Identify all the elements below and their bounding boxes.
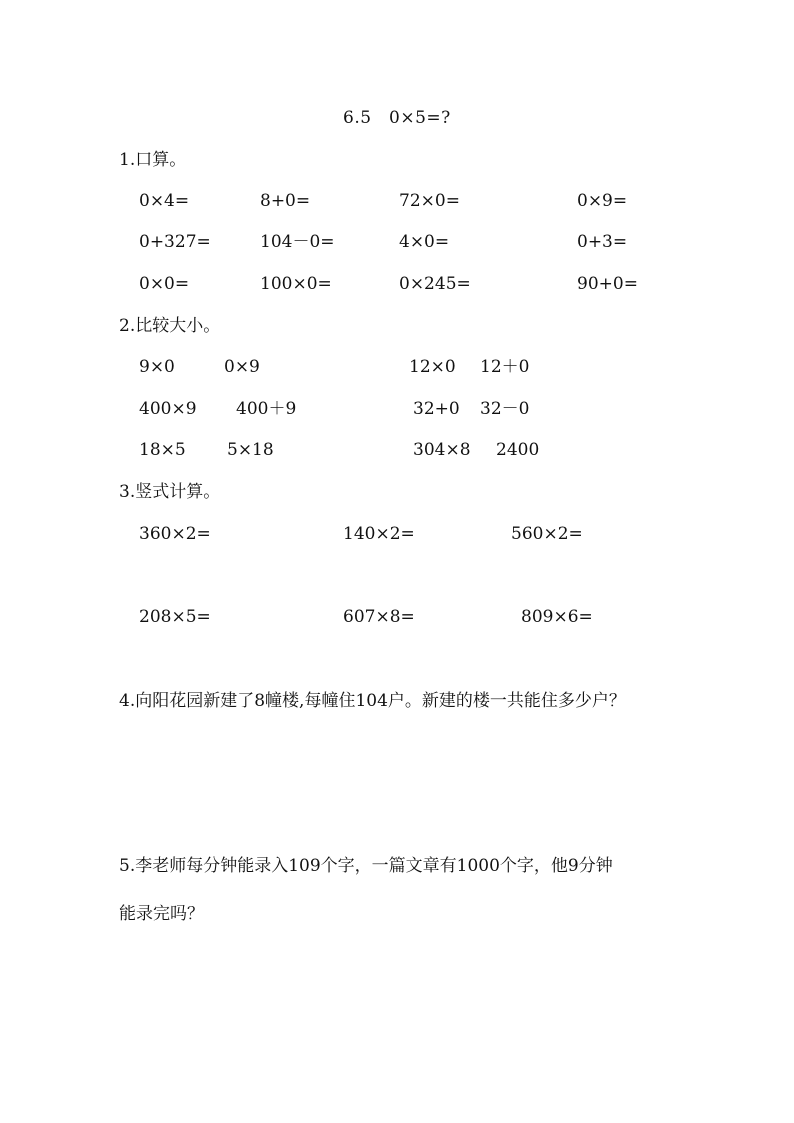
question-5-line-1: 5.李老师每分钟能录入109个字，一篇文章有1000个字，他9分钟 <box>119 856 613 876</box>
question-2-heading: 2.比较大小。 <box>119 316 221 336</box>
q1-item: 8+0= <box>260 191 311 211</box>
q1-item: 104－0= <box>260 232 335 252</box>
q3-item: 208×5= <box>139 607 211 627</box>
q1-item: 0×0= <box>139 274 190 294</box>
q2-right-a: 304×8 <box>413 440 471 460</box>
q1-item: 0+327= <box>139 232 211 252</box>
q2-left-a: 400×9 <box>139 399 197 419</box>
q2-left-b: 400＋9 <box>236 399 297 419</box>
q2-right-a: 32+0 <box>413 399 460 419</box>
question-4-text: 4.向阳花园新建了8幢楼,每幢住104户。新建的楼一共能住多少户？ <box>119 691 626 711</box>
q2-left-a: 9×0 <box>139 357 175 377</box>
q3-item: 140×2= <box>343 524 415 544</box>
q3-item: 607×8= <box>343 607 415 627</box>
q2-left-b: 5×18 <box>227 440 274 460</box>
question-5-line-2: 能录完吗？ <box>119 904 204 924</box>
q3-item: 809×6= <box>521 607 593 627</box>
q1-item: 4×0= <box>399 232 450 252</box>
page-title: 6.5 0×5=? <box>343 108 451 128</box>
q2-left-a: 18×5 <box>139 440 186 460</box>
q2-right-b: 12＋0 <box>480 357 530 377</box>
q1-item: 0×9= <box>577 191 628 211</box>
q3-item: 560×2= <box>511 524 583 544</box>
q1-item: 0+3= <box>577 232 628 252</box>
q1-item: 72×0= <box>399 191 460 211</box>
q2-right-a: 12×0 <box>409 357 456 377</box>
q2-left-b: 0×9 <box>224 357 260 377</box>
question-1-heading: 1.口算。 <box>119 150 187 170</box>
q1-item: 90+0= <box>577 274 638 294</box>
q1-item: 0×4= <box>139 191 190 211</box>
q3-item: 360×2= <box>139 524 211 544</box>
q2-right-b: 2400 <box>496 440 540 460</box>
q1-item: 100×0= <box>260 274 332 294</box>
question-3-heading: 3.竖式计算。 <box>119 482 221 502</box>
q1-item: 0×245= <box>399 274 471 294</box>
q2-right-b: 32－0 <box>480 399 530 419</box>
